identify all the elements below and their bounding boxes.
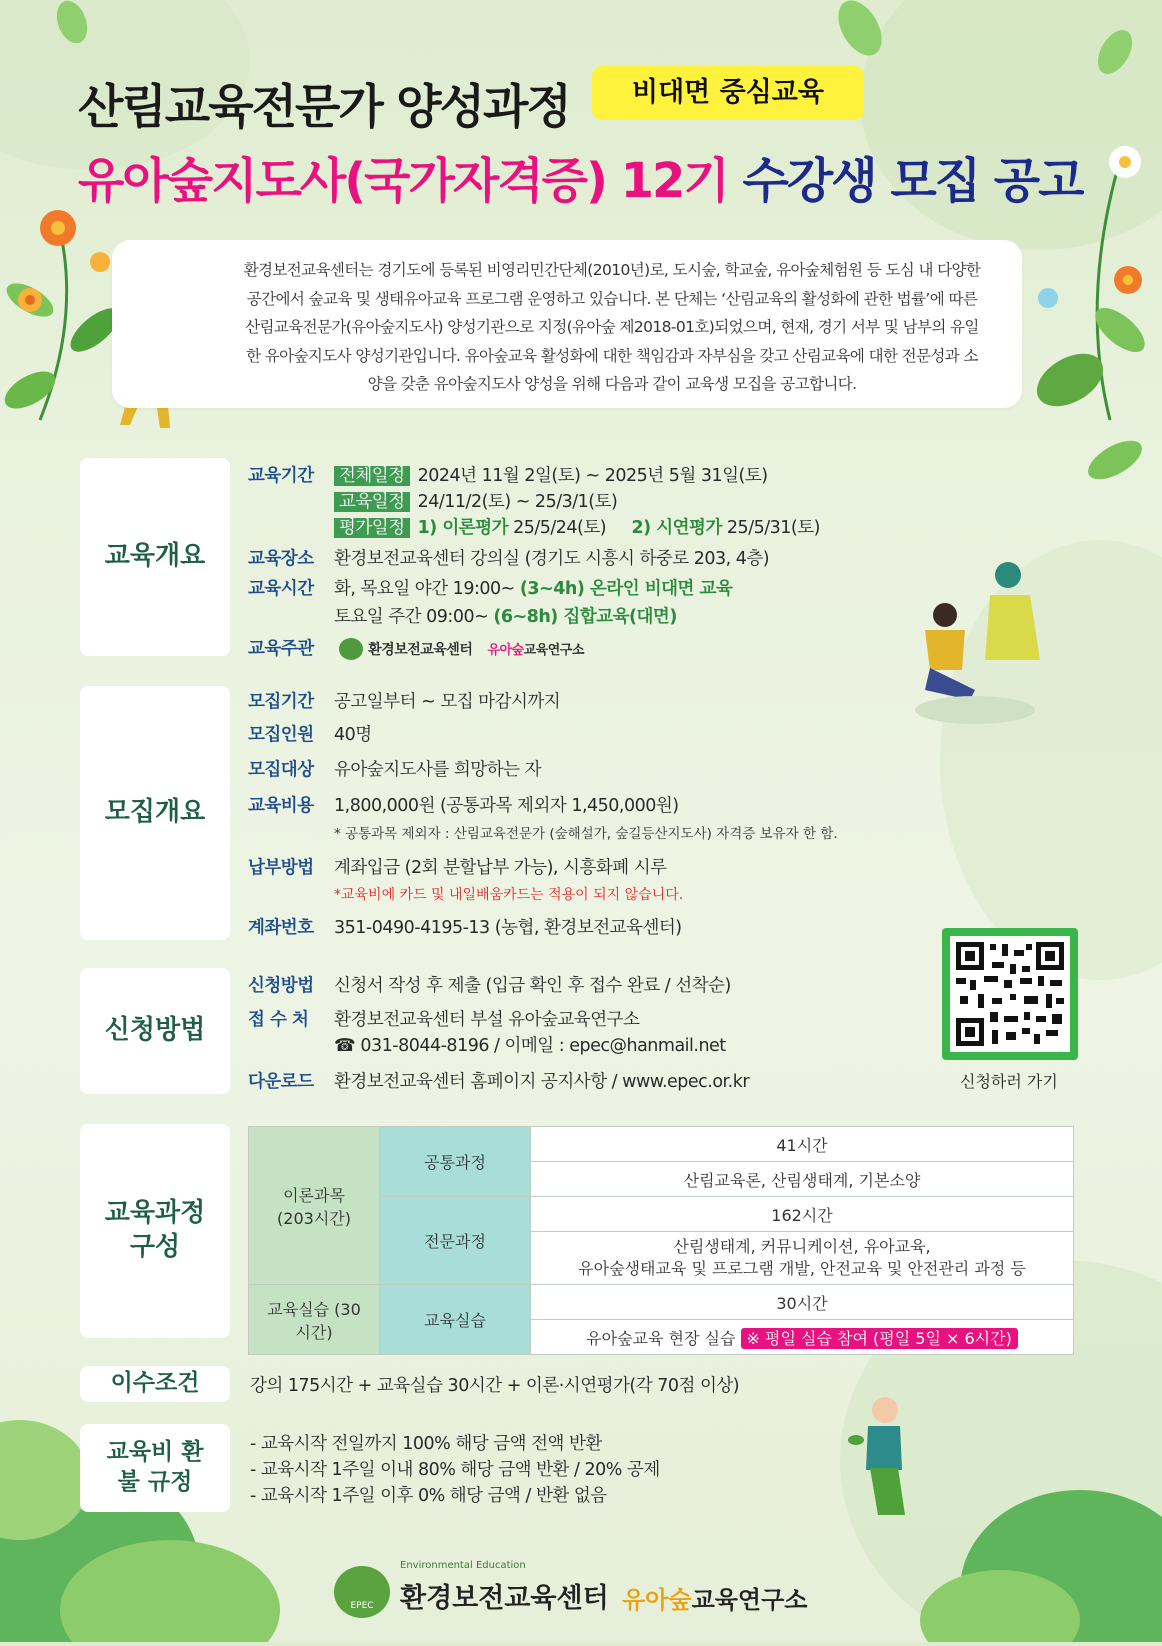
refund-item-2: - 교육시작 1주일 이내 80% 해당 금액 반환 / 20% 공제	[250, 1460, 660, 1480]
recruit-target-row	[248, 756, 541, 781]
tag-edu: 교육일정	[334, 492, 410, 512]
recruit-account-row	[248, 914, 682, 939]
curriculum-table	[248, 1126, 1074, 1355]
apply-down-key: 다운로드	[248, 1072, 314, 1092]
recruit-account-key: 계좌번호	[248, 918, 314, 938]
recruit-pay-key: 납부방법	[248, 858, 314, 878]
completion-text: 강의 175시간 + 교육실습 30시간 + 이론·시연평가(각 70점 이상)	[250, 1376, 740, 1396]
practice-desc: 유아숲교육 현장 실습 ※ 평일 실습 참여 (평일 5일 × 6시간)	[531, 1320, 1074, 1355]
recruit-count-key: 모집인원	[248, 725, 314, 745]
recruit-target: 유아숲지도사를 희망하는 자	[334, 760, 541, 780]
footer-org1: 환경보전교육센터	[400, 1583, 609, 1614]
time1-green: (3~4h) 온라인 비대면 교육	[519, 579, 733, 599]
section-label-recruit: 모집개요	[80, 686, 230, 940]
recruit-fee-row	[248, 792, 679, 817]
overview-place-row	[248, 545, 769, 570]
host2a: 유아숲	[487, 643, 524, 658]
epec-logo-icon	[339, 638, 363, 660]
curriculum-common: 공통과정	[380, 1127, 531, 1197]
eval1-date: 25/5/24(토)	[513, 518, 607, 538]
overview-time-key: 교육시간	[248, 579, 314, 599]
recruit-period: 공고일부터 ~ 모집 마감시까지	[334, 692, 561, 712]
tag-eval: 평가일정	[334, 518, 410, 538]
overview-period-key: 교육기간	[248, 466, 314, 486]
overview-eval-row	[334, 514, 820, 539]
recruit-fee-key: 교육비용	[248, 796, 314, 816]
apply-method-key: 신청방법	[248, 976, 314, 996]
recruit-period-row	[248, 688, 560, 713]
recruit-pay: 계좌입금 (2회 분할납부 가능), 시흥화폐 시루	[334, 858, 667, 878]
recruit-pay-note: *교육비에 카드 및 내일배움카드는 적용이 되지 않습니다.	[334, 887, 684, 903]
overview-period-row	[248, 462, 768, 487]
overview-host-row	[248, 635, 584, 660]
recruit-target-key: 모집대상	[248, 760, 314, 780]
eval2-date: 25/5/31(토)	[726, 518, 820, 538]
curriculum-label: 교육과정 구성	[104, 1198, 206, 1262]
intro-text: 환경보전교육센터는 경기도에 등록된 비영리민간단체(2010년)로, 도시숲, 학교숲, 유아숲체험원 등 도심 내 다양한 공간에서 숲교육 및 생태유아교육 프로그램 운영하고 있습니다. 본 단체는 ‘산림교육의 활성화에 관한 법률’에 따른 산림교육전문가(유아숲지도사) 양성기관으로 지정(유아숲 제2018-01호)되었으며, 현재, 경기 서부 및 남부의 유일한 유아숲지도사 양성기관입니다. 유아숲교육 활성화에 대한 책임감과 자부심을 갖고 산림교육에 대한 전문성과 소양을 갖춘 유아숲지도사 양성을 위해 다음과 같이 교육생 모집을 공고합니다.	[243, 261, 981, 393]
refund-item-3: - 교육시작 1주일 이후 0% 해당 금액 / 반환 없음	[250, 1486, 607, 1506]
section-label-curriculum	[80, 1124, 230, 1338]
section-label-completion: 이수조건	[80, 1366, 230, 1402]
host2b: 교육연구소	[523, 643, 584, 658]
overview-edu: 24/11/2(토) ~ 25/3/1(토)	[417, 492, 618, 512]
common-hours: 41시간	[531, 1127, 1074, 1162]
apply-contact: ☎ 031-8044-8196 / 이메일 : epec@hanmail.net	[334, 1036, 726, 1056]
qr-label: 신청하러 가기	[960, 1072, 1058, 1091]
apply-method: 신청서 작성 후 제출 (입금 확인 후 접수 완료 / 선착순)	[334, 976, 731, 996]
major-desc: 산림생태계, 커뮤니케이션, 유아교육, 유아숲생태교육 및 프로그램 개발, 안전교육 및 안전관리 과정 등	[531, 1232, 1074, 1285]
overview-place: 환경보전교육센터 강의실 (경기도 시흥시 하중로 203, 4층)	[334, 549, 770, 569]
footer-epec-logo-icon: EPEC	[334, 1566, 390, 1618]
major-hours: 162시간	[531, 1197, 1074, 1232]
footer-org2: 유아숲교육연구소	[622, 1586, 808, 1614]
apply-recv: 환경보전교육센터 부설 유아숲교육연구소	[334, 1010, 640, 1030]
apply-method-row	[248, 972, 731, 997]
recruit-fee-note: * 공통과목 제외자 : 산림교육전문가 (숲해설가, 숲길등산지도사) 자격증 보유자 한 함.	[334, 826, 838, 842]
footer-small: Environmental Education	[400, 1560, 526, 1571]
recruit-count: 40명	[334, 725, 372, 745]
overview-time2-row	[334, 603, 677, 628]
apply-recv-row	[248, 1006, 639, 1031]
eval2-label: 2) 시연평가	[631, 518, 722, 538]
recruit-account: 351-0490-4195-13 (농협, 환경보전교육센터)	[334, 918, 682, 938]
apply-down-row	[248, 1068, 749, 1093]
time2: 토요일 주간 09:00~	[334, 607, 489, 627]
overview-all: 2024년 11월 2일(토) ~ 2025년 5월 31일(토)	[417, 466, 768, 486]
recruit-count-row	[248, 721, 372, 746]
section-label-overview: 교육개요	[80, 458, 230, 656]
refund-item-1: - 교육시작 전일까지 100% 해당 금액 전액 반환	[250, 1434, 602, 1454]
recruit-pay-row	[248, 854, 667, 879]
online-badge: 비대면 중심교육	[592, 66, 864, 120]
page-title: 산림교육전문가 양성과정	[78, 80, 570, 135]
curriculum-practice: 교육실습	[380, 1285, 531, 1355]
curriculum-major: 전문과정	[380, 1197, 531, 1285]
recruit-period-key: 모집기간	[248, 692, 314, 712]
qr-code-icon[interactable]	[950, 936, 1070, 1052]
curriculum-practice-group: 교육실습 (30시간)	[249, 1285, 380, 1355]
overview-edu-row	[334, 488, 617, 513]
practice-hours: 30시간	[531, 1285, 1074, 1320]
apply-down[interactable]: 환경보전교육센터 홈페이지 공지사항 / www.epec.or.kr	[334, 1072, 750, 1092]
overview-host-key: 교육주관	[248, 639, 314, 659]
intro-box	[112, 240, 1022, 408]
host1: 환경보전교육센터	[368, 642, 473, 658]
time2-green: (6~8h) 집합교육(대면)	[493, 607, 677, 627]
section-label-refund	[80, 1424, 230, 1512]
section-label-apply: 신청방법	[80, 968, 230, 1094]
curriculum-theory: 이론과목 (203시간)	[249, 1127, 380, 1285]
practice-note: ※ 평일 실습 참여 (평일 5일 × 6시간)	[741, 1328, 1018, 1349]
subtitle-pink: 유아숲지도사(국가자격증) 12기	[78, 153, 728, 209]
eval1-label: 1) 이론평가	[417, 518, 509, 538]
apply-recv-key: 접 수 처	[248, 1010, 309, 1030]
recruit-fee: 1,800,000원 (공통과목 제외자 1,450,000원)	[334, 796, 679, 816]
time1: 화, 목요일 야간 19:00~	[334, 579, 515, 599]
common-desc: 산림교육론, 산림생태계, 기본소양	[531, 1162, 1074, 1197]
tag-all: 전체일정	[334, 466, 410, 486]
refund-label: 교육비 환불 규정	[106, 1439, 204, 1495]
subtitle-navy: 수강생 모집 공고	[742, 153, 1083, 209]
overview-time-row	[248, 575, 732, 600]
page-subtitle	[78, 142, 1083, 211]
overview-place-key: 교육장소	[248, 549, 314, 569]
